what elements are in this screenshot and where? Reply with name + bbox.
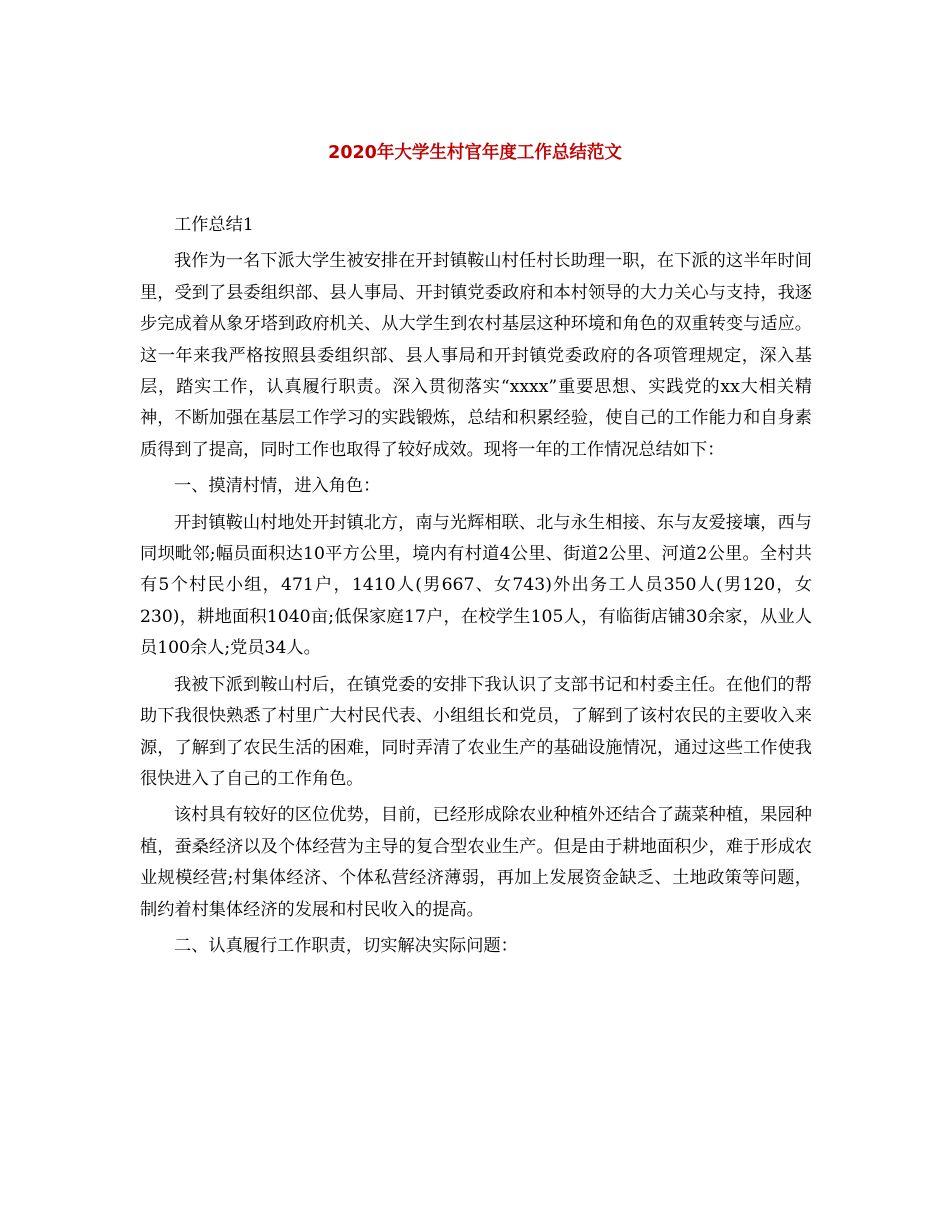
section-heading-1: 一、摸清村情，进入角色： bbox=[174, 476, 381, 497]
document-body bbox=[140, 210, 812, 967]
section-label: 工作总结1 bbox=[174, 215, 254, 235]
document-title: 2020年大学生村官年度工作总结范文 bbox=[328, 143, 622, 163]
section-heading-2: 二、认真履行工作职责，切实解决实际问题： bbox=[174, 935, 518, 956]
paragraph-intro: 我作为一名下派大学生被安排在开封镇鞍山村任村长助理一职，在下派的这半年时间里，受到了县委组织部、县人事局、开封镇党委政府和本村领导的大力关心与支持，我逐步完成着从象牙塔到政府机关、从大学生到农村基层这种环境和角色的双重转变与适应。这一年来我严格按照县委组织部、县人事局和开封镇党委政府的各项管理规定，深入基层，踏实工作，认真履行职责。深入贯彻落实“xxxx”重要思想、实践党的xx大相关精神，不断加强在基层工作学习的实践锻炼，总结和积累经验，使自己的工作能力和自身素质得到了提高，同时工作也取得了较好成效。现将一年的工作情况总结如下： bbox=[140, 251, 812, 460]
paragraph-village-overview: 开封镇鞍山村地处开封镇北方，南与光辉相联、北与永生相接、东与友爱接壤，西与同坝毗邻;幅员面积达10平方公里，境内有村道4公里、街道2公里、河道2公里。全村共有5个村民小组，471户，1410人(男667、女743)外出务工人员350人(男120，女230)，耕地面积1040亩;低保家庭17户，在校学生105人，有临街店铺30余家，从业人员100余人;党员34人。 bbox=[140, 512, 812, 659]
paragraph-village-advantages: 该村具有较好的区位优势，目前，已经形成除农业种植外还结合了蔬菜种植，果园种植，蚕桑经济以及个体经营为主导的复合型农业生产。但是由于耕地面积少，难于形成农业规模经营;村集体经济、个体私营经济薄弱，再加上发展资金缺乏、土地政策等问题，制约着村集体经济的发展和村民收入的提高。 bbox=[140, 805, 812, 920]
paragraph-entering-role: 我被下派到鞍山村后，在镇党委的安排下我认识了支部书记和村委主任。在他们的帮助下我很快熟悉了村里广大村民代表、小组组长和党员，了解到了该村农民的主要收入来源，了解到了农民生活的困难，同时弄清了农业生产的基础设施情况，通过这些工作使我很快进入了自己的工作角色。 bbox=[140, 674, 812, 789]
